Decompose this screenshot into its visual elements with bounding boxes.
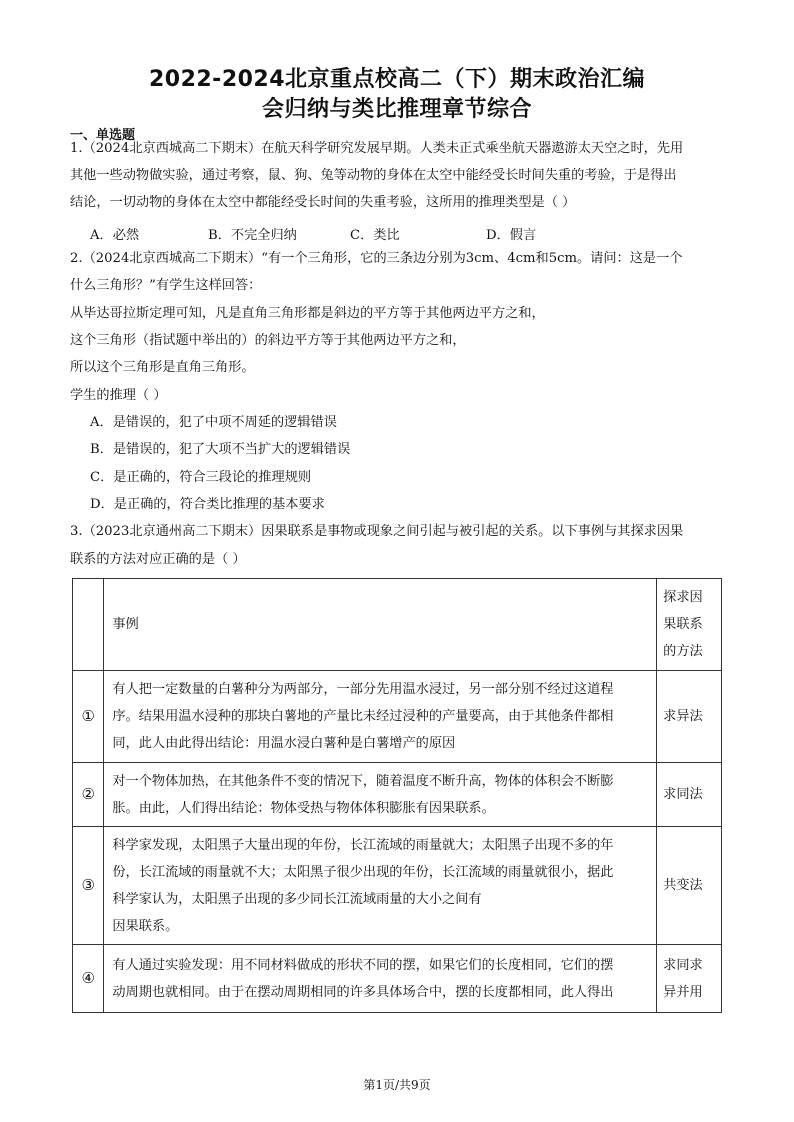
q3-table-row	[73, 763, 722, 827]
document-title-line2: 会归纳与类比推理章节综合	[261, 97, 532, 122]
q3-row-example-line: 科学家发现，太阳黑子大量出现的年份，长江流域的雨量就大；太阳黑子出现不多的年	[112, 837, 614, 853]
q3-row-example	[104, 763, 657, 827]
q3-row-example-line: 有人通过实验发现：用不同材料做成的形状不同的摆，如果它们的长度相同，它们的摆	[112, 957, 614, 973]
q2-line: 所以这个三角形是直角三角形。	[70, 360, 255, 375]
q3-row-example-line: 份，长江流域的雨量就不大；太阳黑子很少出现的年份，长江流域的雨量就很小，据此	[112, 864, 614, 880]
q3-table-row	[73, 827, 722, 945]
q3-table-row	[73, 671, 722, 763]
q2-line: 从毕达哥拉斯定理可知，凡是直角三角形都是斜边的平方等于其他两边平方之和，	[70, 306, 545, 321]
q3-row-number: ②	[73, 763, 104, 827]
q3-row-example-line: 胀。由此，人们得出结论：物体受热与物体体积膨胀有因果联系。	[112, 800, 495, 816]
q3-row-number: ③	[73, 827, 104, 945]
q3-row-method	[657, 945, 722, 1013]
q2-line: 这个三角形（指试题中举出的）的斜边平方等于其他两边平方之和，	[70, 333, 466, 348]
q3-row-example-line: 对一个物体加热，在其他条件不变的情况下，随着温度不断升高，物体的体积会不断膨	[112, 773, 614, 789]
q2-option-c: C．是正确的，符合三段论的推理规则	[90, 470, 312, 485]
q3-row-example-line: 因果联系。	[112, 918, 179, 934]
q3-row-example	[104, 945, 657, 1013]
q2-option-d: D．是正确的，符合类比推理的基本要求	[90, 497, 325, 512]
q3-header-method-cell	[657, 579, 722, 671]
q1-option-d: D．假言	[486, 228, 537, 243]
q1-line: 结论，一切动物的身体在太空中都能经受长时间的失重考验，这所用的推理类型是（ ）	[70, 195, 576, 210]
q3-line: 3.（2023北京通州高二下期末）因果联系是事物或现象之间引起与被引起的关系。以下事例与其探求因果	[70, 524, 684, 539]
page-footer: 第1页/共9页	[363, 1078, 431, 1092]
q3-header-blank-cell	[73, 579, 104, 671]
q1-option-b: B．不完全归纳	[208, 228, 297, 243]
q3-row-method-line: 求同求	[663, 957, 703, 973]
q3-row-example-line: 序。结果用温水浸种的那块白薯地的产量比未经过浸种的产量要高，由于其他条件都相	[112, 709, 614, 724]
q3-line: 联系的方法对应正确的是（ ）	[70, 552, 246, 567]
q3-row-example	[104, 671, 657, 763]
q2-line: 学生的推理（ ）	[70, 388, 167, 403]
q3-row-number: ④	[73, 945, 104, 1013]
q1-option-a: A．必然	[90, 228, 140, 243]
q3-row-method-line: 异并用	[663, 984, 703, 1000]
q3-header-method-line: 的方法	[663, 644, 703, 659]
q3-row-example-line: 科学家认为，太阳黑子出现的多少同长江流域雨量的大小之间有	[112, 891, 482, 907]
q3-row-example-line: 有人把一定数量的白薯种分为两部分，一部分先用温水浸过，另一部分别不经过这道程	[112, 682, 614, 697]
q2-line: 2.（2024北京西城高二下期末）“有一个三角形，它的三条边分别为3cm、4cm和5cm。请问：这是一个	[70, 251, 683, 266]
q3-row-method: 共变法	[657, 827, 722, 945]
q3-row-example-line: 动周期也就相同。由于在摆动周期相同的许多具体场合中，摆的长度都相同，此人得出	[112, 984, 614, 1000]
q3-table-row	[73, 945, 722, 1013]
q3-row-number: ①	[73, 671, 104, 763]
q3-header-method-line: 果联系	[663, 617, 703, 632]
q3-row-example-line: 同，此人由此得出结论：用温水浸白薯种是白薯增产的原因	[112, 736, 456, 751]
q1-option-c: C．类比	[350, 228, 400, 243]
q3-table-header-row	[73, 579, 722, 671]
q3-header-method-line: 探求因	[663, 590, 703, 605]
q2-option-b: B．是错误的，犯了大项不当扩大的逻辑错误	[90, 442, 351, 457]
section-heading: 一、单选题	[70, 128, 136, 143]
q1-line: 1.（2024北京西城高二下期末）在航天科学研究发展早期。人类未正式乘坐航天器遨游太天空之时，先用	[70, 141, 684, 156]
q3-row-method: 求同法	[657, 763, 722, 827]
q2-option-a: A．是错误的，犯了中项不周延的逻辑错误	[90, 415, 337, 430]
document-title-line1: 2022-2024北京重点校高二（下）期末政治汇编	[148, 67, 646, 92]
q3-table	[72, 578, 722, 1013]
q3-row-method: 求异法	[657, 671, 722, 763]
q3-row-example	[104, 827, 657, 945]
q3-header-example-cell: 事例	[104, 579, 657, 671]
q2-line: 什么三角形？”有学生这样回答：	[70, 278, 262, 293]
q1-line: 其他一些动物做实验，通过考察，鼠、狗、兔等动物的身体在太空中能经受长时间失重的考验，于是得出	[70, 168, 677, 183]
